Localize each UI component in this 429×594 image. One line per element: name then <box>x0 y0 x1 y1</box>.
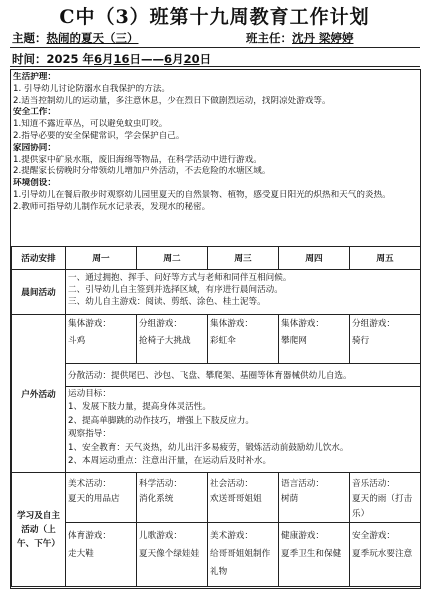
schedule-col-label: 活动安排 <box>12 247 66 270</box>
game-name: 抢椅子大挑战 <box>139 336 191 346</box>
care-item: 2.适当控制幼儿的运动量，多注意休息，少在烈日下做剧烈运动，找阴凉处游戏等。 <box>13 95 331 106</box>
outdoor-scatter: 分散活动：提供尾巴、沙包、飞盘、攀爬架、基圈等体育器械供幼儿自选。 <box>66 364 421 387</box>
study-name: 夏天的雨（打击乐） <box>352 494 413 519</box>
goal-line: 1、安全教育：天气炎热，幼儿出汗多易疲劳，锻炼活动前鼓励幼儿饮水。 <box>68 442 349 453</box>
family-item: 2.提醒家长傍晚时分带领幼儿增加户外活动，不去危险的水塘区域。 <box>13 166 271 177</box>
study-cell <box>137 473 208 523</box>
morning-label: 晨间活动 <box>12 270 66 315</box>
plan-box <box>10 69 421 589</box>
game-type: 集体游戏： <box>68 319 111 329</box>
morning-line: 二、引导幼儿自主签到并选择区域，有序进行晨间活动。 <box>68 285 283 295</box>
study-cell <box>279 523 350 587</box>
schedule-header-row <box>12 247 421 270</box>
outdoor-label: 户外活动 <box>12 315 66 473</box>
day-header: 周三 <box>208 247 279 270</box>
game-name: 斗鸡 <box>68 336 86 346</box>
time-label: 时间： <box>12 52 47 66</box>
study-name: 夏季玩水要注意 <box>352 549 413 559</box>
schedule-table <box>11 246 421 587</box>
day-header: 周二 <box>137 247 208 270</box>
study-type: 科学活动： <box>139 479 182 489</box>
game-name: 骑行 <box>352 336 370 346</box>
teacher-label: 班主任： <box>246 31 292 45</box>
study-name: 夏天像个绿娃娃 <box>139 549 200 559</box>
goal-line: 运动目标： <box>68 389 111 399</box>
study-cell <box>66 473 137 523</box>
morning-line: 一、通过拥抱、挥手、问好等方式与老师和同伴互相问候。 <box>68 273 292 283</box>
theme-value: 热闹的夏天（三） <box>46 31 139 45</box>
env-title: 环境创设： <box>13 178 56 189</box>
study-type: 美术游戏： <box>210 531 253 541</box>
env-item: 1.引导幼儿在餐后散步时观察幼儿园里夏天的自然景物、植物，感受夏日阳光的炽热和天气的炎热。 <box>13 189 391 200</box>
game-type: 分组游戏： <box>352 319 395 329</box>
time-end-month: 6 <box>164 52 173 66</box>
safety-item: 2.指导必要的安全保健常识，学会保护自己。 <box>13 130 185 141</box>
day-header: 周一 <box>66 247 137 270</box>
divider <box>10 66 420 67</box>
time-sep: 日 <box>199 52 212 66</box>
study-row-1 <box>12 473 421 523</box>
outdoor-game-cell <box>350 315 421 364</box>
time-start-day: 16 <box>113 52 130 66</box>
time-sep: 日—— <box>129 52 165 66</box>
study-name: 欢送哥哥姐姐 <box>210 494 262 504</box>
game-type: 分组游戏： <box>139 319 182 329</box>
env-item: 2.教师可指导幼儿制作玩水记录表，发现水的秘密。 <box>13 201 211 212</box>
study-name: 给哥哥姐姐制作礼物 <box>210 549 271 577</box>
study-cell <box>208 473 279 523</box>
teacher-value: 沈丹 梁婷婷 <box>292 31 354 45</box>
study-type: 音乐活动： <box>352 479 395 489</box>
game-name: 彩虹伞 <box>210 336 236 346</box>
outdoor-goals-row <box>12 387 421 473</box>
divider <box>10 47 420 48</box>
study-type: 健康游戏： <box>281 531 324 541</box>
study-cell <box>66 523 137 587</box>
time-start-month: 6 <box>94 52 103 66</box>
time-sep: 月 <box>172 52 184 66</box>
study-name: 消化系统 <box>139 494 174 504</box>
goal-line: 2、本周运动重点：注意出汗量，在运动后及时补水。 <box>68 456 272 467</box>
study-name: 走大鞋 <box>68 549 94 559</box>
theme-line <box>12 30 139 46</box>
care-item: 1. 引导幼儿讨论防溺水自我保护的方法。 <box>13 83 171 94</box>
goal-line: 观察指导： <box>68 429 111 440</box>
day-header: 周四 <box>279 247 350 270</box>
family-item: 1.提供家中矿泉水瓶，废旧海绵等物品，在科学活动中进行游戏。 <box>13 154 262 165</box>
time-year: 2025 年 <box>46 52 95 66</box>
outdoor-game-cell <box>208 315 279 364</box>
study-row-2 <box>12 523 421 587</box>
game-type: 集体游戏： <box>210 319 253 329</box>
day-header: 周五 <box>350 247 421 270</box>
outdoor-game-cell <box>66 315 137 364</box>
goal-line: 2、提高单脚跳的动作技巧，增强上下肢反应力。 <box>68 415 254 426</box>
outdoor-goals <box>66 387 421 473</box>
study-label: 学习及自主活动（上午、下午） <box>12 473 66 587</box>
morning-row <box>12 270 421 315</box>
game-type: 集体游戏： <box>281 319 324 329</box>
time-end-day: 20 <box>183 52 200 66</box>
time-line <box>12 51 211 67</box>
morning-content <box>66 270 421 315</box>
study-type: 语言活动： <box>281 479 324 489</box>
goal-line: 1、发展下肢力量，提高身体灵活性。 <box>68 402 211 413</box>
study-type: 社会活动： <box>210 479 253 489</box>
outdoor-scatter-row <box>12 364 421 387</box>
study-type: 安全游戏： <box>352 531 395 541</box>
safety-item: 1.知道不露近草丛，可以避免蚊虫叮咬。 <box>13 119 168 130</box>
study-name: 夏季卫生和保健 <box>281 549 342 559</box>
morning-line: 三、幼儿自主游戏：阅读、剪纸、涂色、桂土泥等。 <box>68 297 266 307</box>
study-cell <box>350 523 421 587</box>
outdoor-game-cell <box>279 315 350 364</box>
safety-title: 安全工作： <box>13 107 56 118</box>
study-cell <box>208 523 279 587</box>
time-sep: 月 <box>102 52 114 66</box>
care-title: 生活护理： <box>13 72 56 82</box>
game-name: 攀爬网 <box>281 336 307 346</box>
study-cell <box>350 473 421 523</box>
outdoor-games-row <box>12 315 421 364</box>
theme-label: 主题： <box>12 31 47 45</box>
study-cell <box>279 473 350 523</box>
page-title: C中（3）班第十九周教育工作计划 <box>59 6 370 28</box>
study-type: 儿歌游戏： <box>139 531 182 541</box>
study-type: 体育游戏： <box>68 531 111 541</box>
study-name: 夏天的用品店 <box>68 494 120 504</box>
teacher-line <box>246 30 354 46</box>
info-section <box>13 72 418 214</box>
family-title: 家园协同： <box>13 142 56 153</box>
study-name: 树荫 <box>281 494 299 504</box>
outdoor-game-cell <box>137 315 208 364</box>
study-type: 美术活动： <box>68 479 111 489</box>
study-cell <box>137 523 208 587</box>
